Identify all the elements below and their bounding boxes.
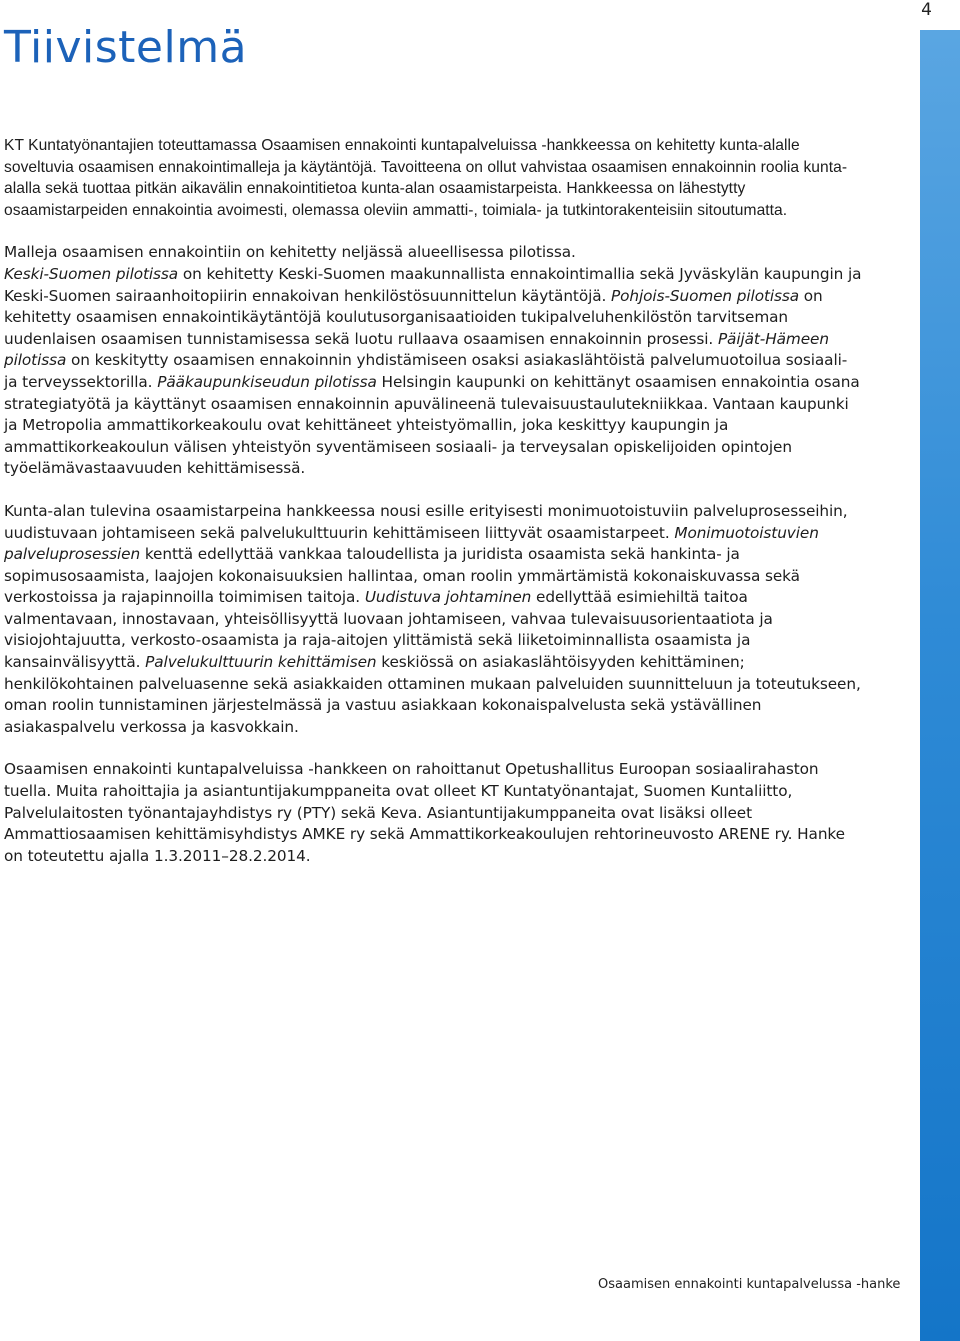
pilot-keski-suomi-name: Keski-Suomen pilotissa: [4, 264, 179, 283]
summary-paragraph-2: Malleja osaamisen ennakointiin on kehitetty neljässä alueellisessa pilotissa.: [4, 243, 576, 262]
footer-text: Osaamisen ennakointi kuntapalvelussa -hanke: [598, 1277, 901, 1292]
needs-text-processes: kenttä edellyttää vankkaa taloudellista ja juridista osaamista sekä hankinta- ja sopimusosaamista, laajojen kokonaisuuksien hallintaa, oman roolin ymmärtämistä kokonaiskuvassa sekä verkostoissa ja rajapinnoilla toimimisen taitoja.: [4, 545, 800, 607]
pilot-paijat-hame-name: Päijät-Hämeen pilotissa: [4, 329, 829, 370]
needs-term-service-culture: Palvelukulttuurin kehittämisen: [145, 653, 377, 672]
pilot-pohjois-suomi-text: on kehitetty osaamisen ennakointikäytäntöjä koulutusorganisaatioiden tukipalveluhenkilöstön tarvitseman uudenlaisen osaamisen tunnistamisessa sekä luotu rullaava osaamisen ennakoinnin prosessi.: [4, 286, 823, 348]
needs-term-leadership: Uudistuva johtaminen: [364, 588, 532, 607]
document-body: [4, 135, 864, 888]
needs-text-leadership: edellyttää esimiehiltä taitoa valmentavaan, innostavaan, yhteisöllisyyttä luovaan johtamiseen, vahvaa tulevaisuusorientaatiota ja visiojohtajuutta, verkosto-osaamista ja raja-aitojen ylittämistä sekä liiketoiminnallista osaamista ja kansainvälisyyttä.: [4, 588, 773, 672]
pilot-paakaupunkiseutu-name: Pääkaupunkiseudun pilotissa: [157, 372, 377, 391]
decorative-side-bar: [920, 30, 960, 1341]
page-title: Tiivistelmä: [4, 22, 248, 73]
pilot-pohjois-suomi-name: Pohjois-Suomen pilotissa: [611, 286, 800, 305]
pilot-keski-suomi-text: on kehitetty Keski-Suomen maakunnallista ennakointimallia sekä Jyväskylän kaupungin ja Keski-Suomen sairaanhoitopiirin ennakoivan henkilöstösuunnittelun käytäntöjä.: [4, 264, 862, 305]
summary-paragraph-1: KT Kuntatyönantajien toteuttamassa Osaamisen ennakointi kuntapalveluissa -hankkeessa on kehitetty kunta-alalle soveltuvia osaamisen ennakointimalleja ja käytäntöjä. Tavoitteena on ollut vahvistaa osaamisen ennakoinnin roolia kunta-alalla sekä tuottaa pitkän aikavälin ennakointitietoa kunta-alan osaamistarpeista. Hankkeessa on lähestytty osaamistarpeiden ennakointia avoimesti, olemassa oleviin ammatti-, toimiala- ja tutkintorakenteisiin sitoutumatta.: [4, 137, 848, 219]
pilot-paakaupunkiseutu-text: Helsingin kaupunki on kehittänyt osaamisen ennakointia osana strategiatyötä ja käyttänyt osaamisen ennakoinnin apuvälineenä tulevaisuustaulutekniikkaa. Vantaan kaupunki ja Metropolia ammattikorkeakoulu ovat kehittäneet yhteistyömallin, joka keskittyy kaupungin ja ammattikorkeakoulun välisen yhteistyön syventämiseen sosiaali- ja terveysalan opiskelijoiden opintojen työelämävastaavuuden kehittämisessä.: [4, 372, 860, 478]
page-number: 4: [921, 0, 932, 20]
summary-paragraph-3: [4, 264, 864, 480]
needs-term-processes: Monimuotoistuvien palveluprosessien: [4, 523, 819, 564]
summary-paragraph-5: Osaamisen ennakointi kuntapalveluissa -hankkeen on rahoittanut Opetushallitus Euroopan sosiaalirahaston tuella. Muita rahoittajia ja asiantuntijakumppaneita ovat olleet KT Kuntatyönantajat, Suomen Kuntaliitto, Palvelulaitosten työnantajayhdistys ry (PTY) sekä Keva. Asiantuntijakumppaneita ovat lisäksi olleet Ammattiosaamisen kehittämisyhdistys AMKE ry sekä Ammattikorkeakoulujen rehtorineuvosto ARENE ry. Hanke on toteutettu ajalla 1.3.2011–28.2.2014.: [4, 760, 845, 865]
pilot-paijat-hame-text: on keskitytty osaamisen ennakoinnin yhdistämiseen osaksi asiakaslähtöistä palvelumuotoilua sosiaali- ja terveyssektorilla.: [4, 351, 848, 391]
needs-text-service-culture: keskiössä on asiakaslähtöisyyden kehittäminen; henkilökohtainen palveluasenne sekä asiakkaiden ottaminen mukaan palveluiden suunnitteluun ja toteutukseen, oman roolin tunnistaminen järjestelmässä ja vastuu asiakkaan kokonaispalvelusta sekä ystävällinen asiakaspalvelu verkossa ja kasvokkain.: [4, 653, 861, 736]
needs-intro-text: Kunta-alan tulevina osaamistarpeina hankkeessa nousi esille erityisesti monimuotoistuviin palveluprosesseihin, uudistuvaan johtamiseen sekä palvelukulttuurin kehittämiseen liittyvät osaamistarpeet.: [4, 501, 848, 542]
summary-paragraph-4: [4, 501, 864, 739]
